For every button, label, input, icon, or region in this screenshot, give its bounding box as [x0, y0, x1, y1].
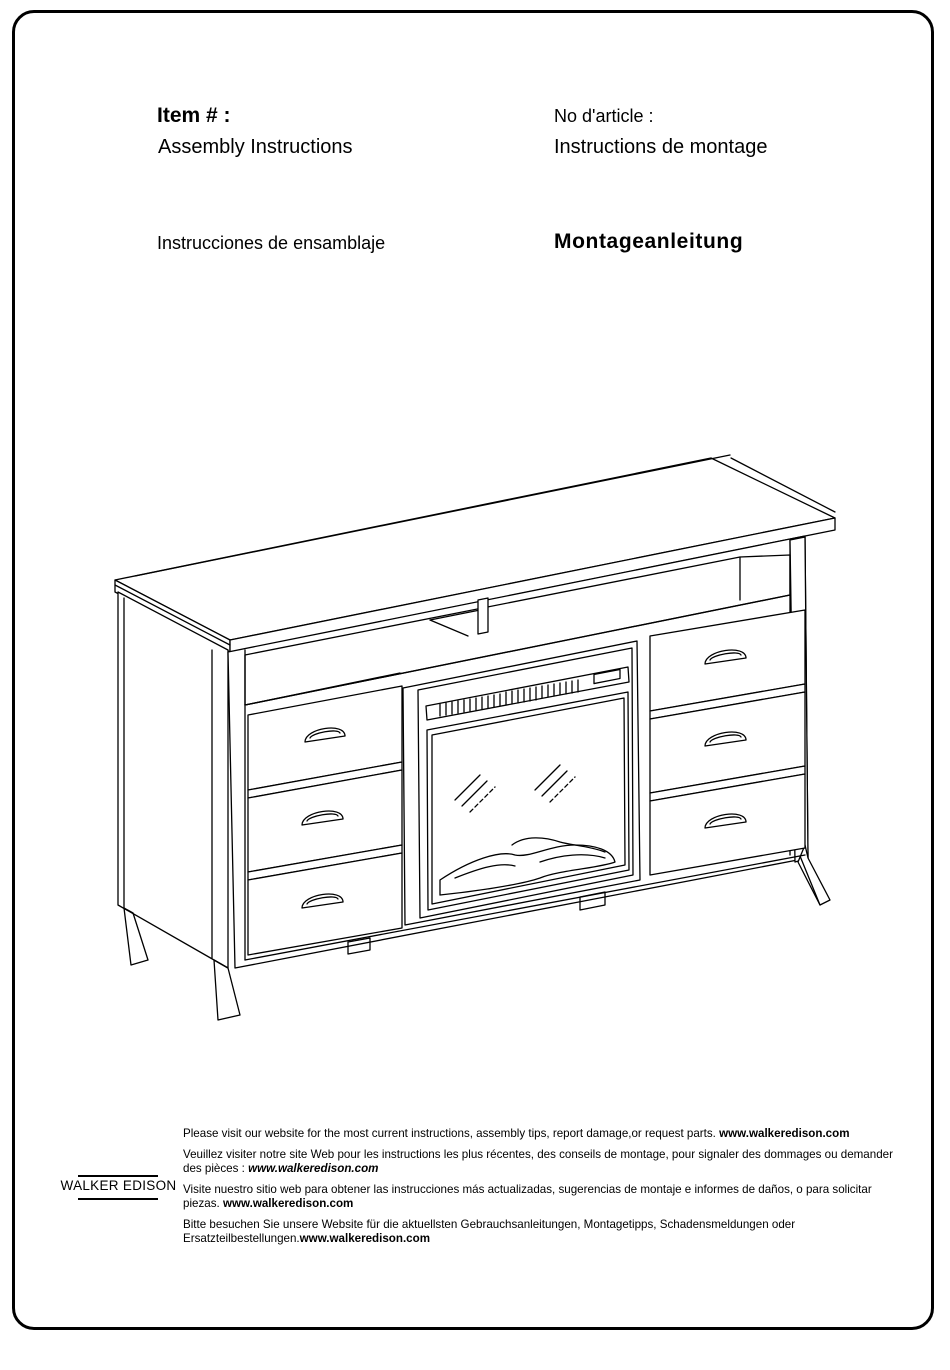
notice-en-text: Please visit our website for the most current instructions, assembly tips, report damage,or request parts.: [183, 1127, 716, 1140]
logo-text: WALKER EDISON: [60, 1178, 177, 1193]
logo-top-rule: [78, 1175, 158, 1177]
right-drawers: [650, 610, 805, 875]
item-number-label: Item # :: [157, 104, 231, 127]
notice-en: [183, 1127, 911, 1141]
notice-de: [183, 1218, 911, 1246]
website-notice: [183, 1127, 911, 1253]
logo-bottom-rule: [78, 1198, 158, 1200]
item-number-label-fr: No d'article :: [554, 106, 654, 126]
notice-es-url[interactable]: www.walkeredison.com: [222, 1197, 354, 1210]
left-side-panel: [118, 592, 240, 1020]
assembly-title-de: Montageanleitung: [554, 230, 744, 253]
notice-fr: [183, 1148, 911, 1176]
notice-fr-text: Veuillez visiter notre site Web pour les instructions les plus récentes, des conseils de montage, pour signaler des dommages ou demander des pièces :: [183, 1148, 893, 1175]
assembly-title-en: Assembly Instructions: [158, 136, 353, 158]
notice-fr-url[interactable]: www.walkeredison.com: [248, 1162, 379, 1175]
assembly-title-fr: Instructions de montage: [554, 136, 768, 158]
notice-es-text: Visite nuestro sitio web para obtener las instrucciones más actualizadas, sugerencias de montaje e informes de daños, o para solicitar piezas.: [183, 1183, 872, 1210]
notice-de-url[interactable]: www.walkeredison.com: [299, 1232, 431, 1245]
left-drawers: [248, 686, 402, 955]
assembly-title-es: Instrucciones de ensamblaje: [157, 233, 386, 253]
notice-de-text: Bitte besuchen Sie unsere Website für die aktuellsten Gebrauchsanleitungen, Montagetipps, Schadensmeldungen oder Ersatzteilbestellungen.: [183, 1218, 796, 1245]
notice-es: [183, 1183, 911, 1211]
walker-edison-logo: [60, 1176, 177, 1202]
fireplace-insert: [403, 641, 640, 925]
notice-en-url[interactable]: www.walkeredison.com: [719, 1127, 850, 1140]
